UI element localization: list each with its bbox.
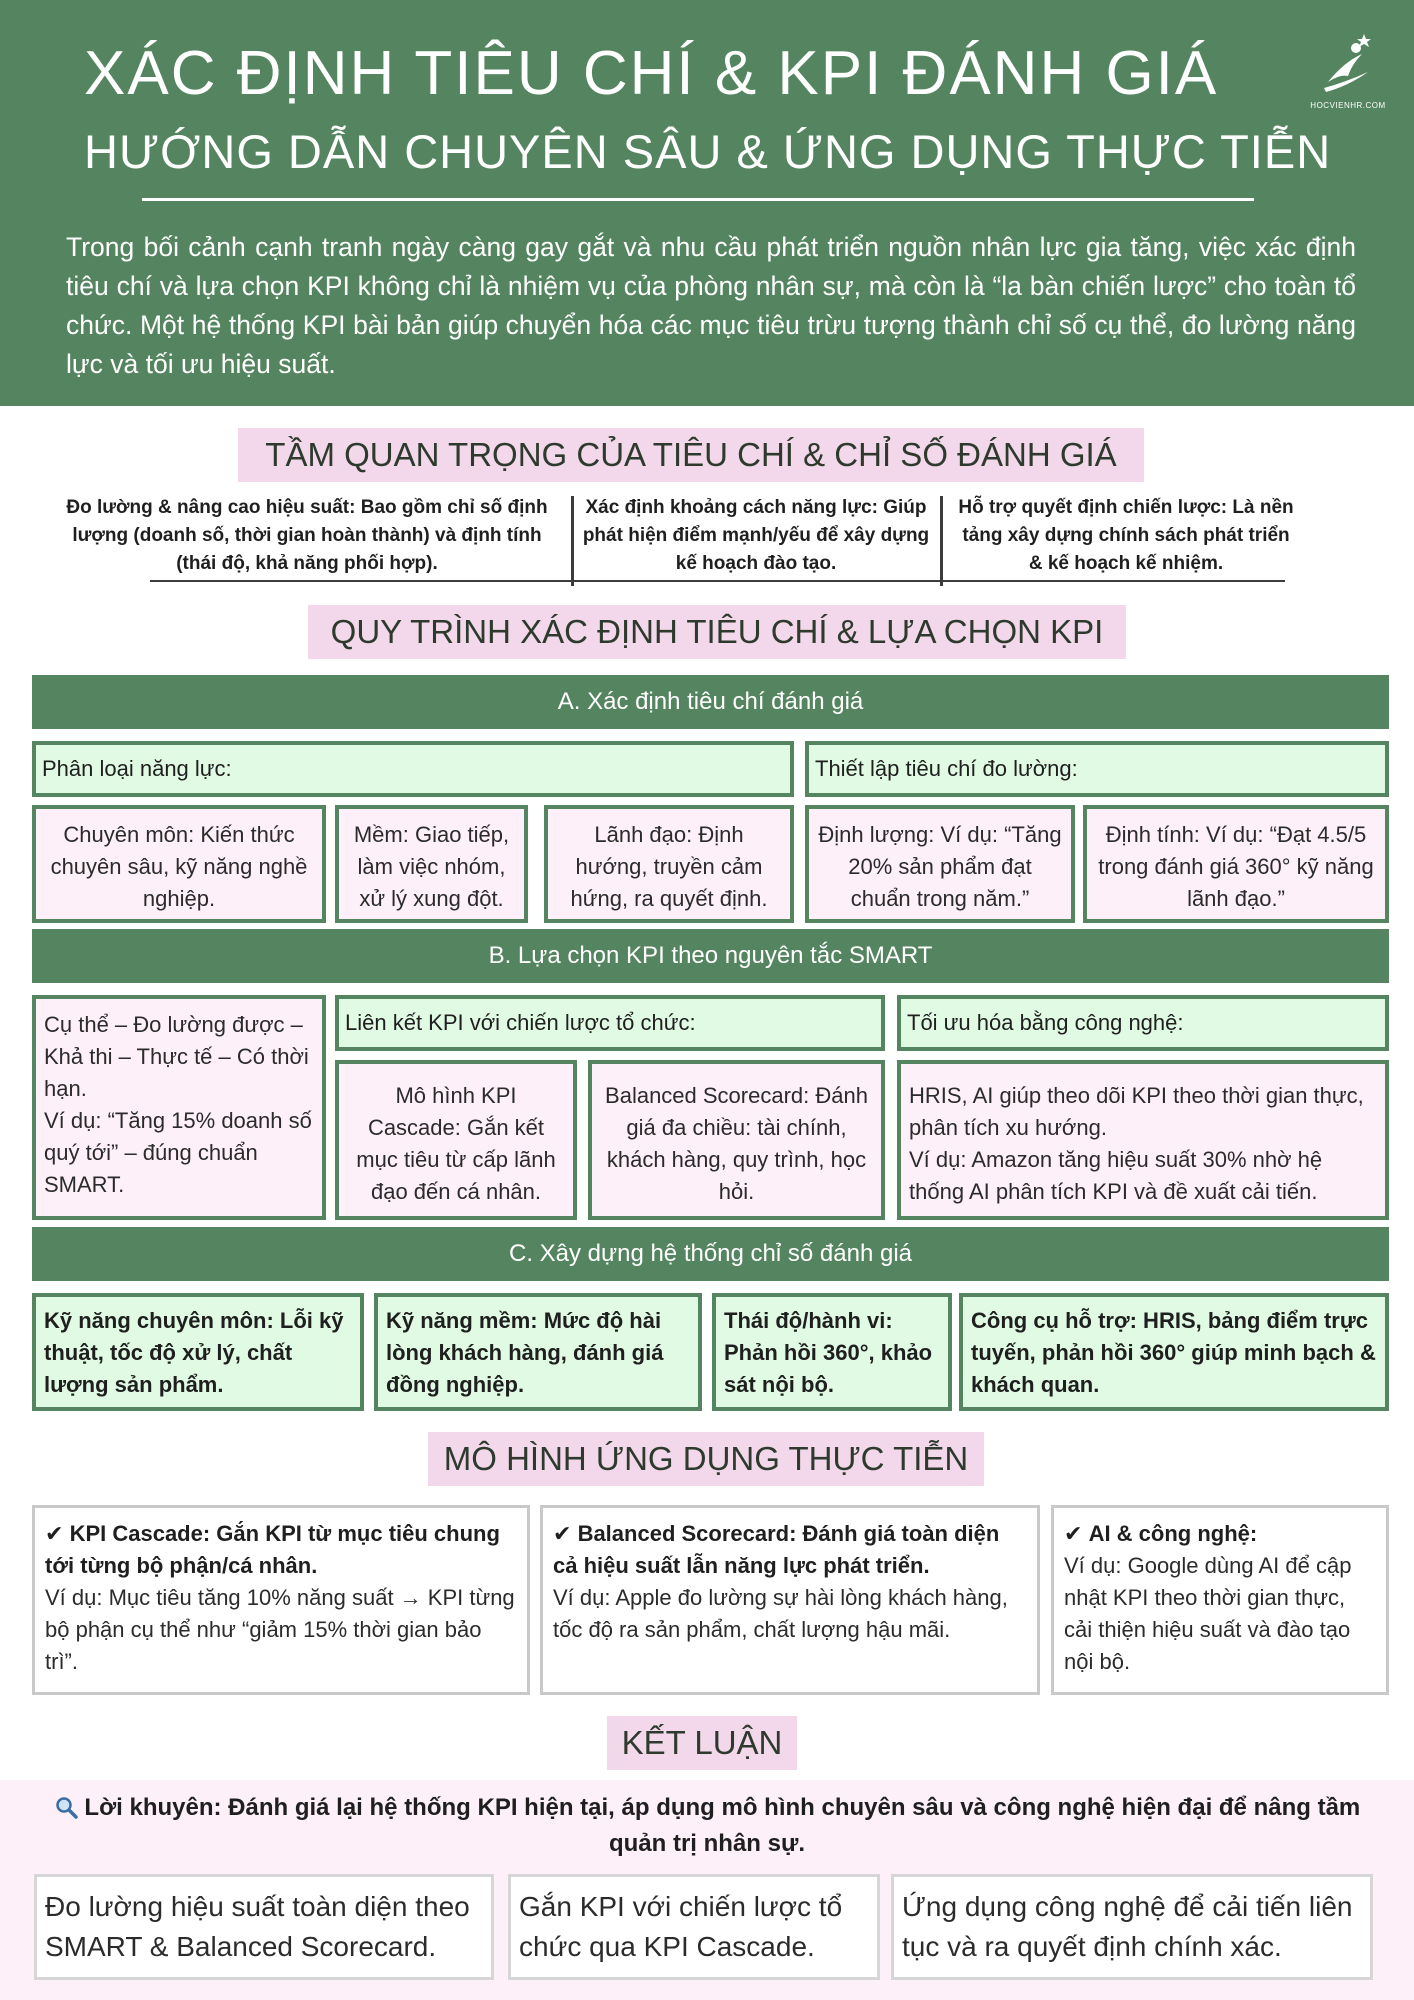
metric-technical-box: Kỹ năng chuyên môn: Lỗi kỹ thuật, tốc độ xử lý, chất lượng sản phẩm. <box>32 1293 364 1411</box>
balanced-scorecard-box: Balanced Scorecard: Đánh giá đa chiều: tài chính, khách hàng, quy trình, học hỏi. <box>588 1060 885 1220</box>
intro-paragraph: Trong bối cảnh cạnh tranh ngày càng gay gắt và nhu cầu phát triển nguồn nhân lực gia tăng, việc xác định tiêu chí và lựa chọn KPI không chỉ là nhiệm vụ của phòng nhân sự, mà còn là “la bàn chiến lược” cho toàn tổ chức. Một hệ thống KPI bài bản giúp chuyển hóa các mục tiêu trừu tượng thành chỉ số cụ thể, đo lường năng lực và tối ưu hiệu suất. <box>66 232 1356 379</box>
check-icon: ✔ <box>1064 1521 1083 1546</box>
model-example: Ví dụ: Apple đo lường sự hài lòng khách hàng, tốc độ ra sản phẩm, chất lượng hậu mãi. <box>553 1585 1008 1642</box>
competency-label: Phân loại năng lực: <box>32 741 794 797</box>
page-subtitle: HƯỚNG DẪN CHUYÊN SÂU & ỨNG DỤNG THỰC TIỄN <box>84 125 1332 178</box>
magnifier-icon <box>54 1790 78 1826</box>
models-heading: MÔ HÌNH ỨNG DỤNG THỰC TIỄN <box>428 1432 984 1486</box>
competency-expertise-box: Chuyên môn: Kiến thức chuyên sâu, kỹ năng nghề nghiệp. <box>32 805 326 923</box>
qualitative-criteria-box: Định tính: Ví dụ: “Đạt 4.5/5 trong đánh giá 360° kỹ năng lãnh đạo.” <box>1083 805 1389 923</box>
conclusion-box-smart: Đo lường hiệu suất toàn diện theo SMART & Balanced Scorecard. <box>34 1874 494 1980</box>
model-ai-technology <box>1051 1505 1389 1695</box>
importance-item-performance: Đo lường & nâng cao hiệu suất: Bao gồm chỉ số định lượng (doanh số, thời gian hoàn thành) và định tính (thái độ, khả năng phối hợp). <box>66 497 548 574</box>
importance-item-strategy: Hỗ trợ quyết định chiến lược: Là nền tảng xây dựng chính sách phát triển & kế hoạch kế nhiệm. <box>958 497 1294 574</box>
metric-tools-box: Công cụ hỗ trợ: HRIS, bảng điểm trực tuyến, phản hồi 360° giúp minh bạch & khách quan. <box>959 1293 1389 1411</box>
importance-heading: TẦM QUAN TRỌNG CỦA TIÊU CHÍ & CHỈ SỐ ĐÁNH GIÁ <box>238 428 1144 482</box>
model-title: Balanced Scorecard: Đánh giá toàn diện cả hiệu suất lẫn năng lực phát triển. <box>553 1521 1000 1578</box>
tech-example-box: HRIS, AI giúp theo dõi KPI theo thời gian thực, phân tích xu hướng. Ví dụ: Amazon tăng hiệu suất 30% nhờ hệ thống AI phân tích KPI và đề xuất cải tiến. <box>897 1060 1389 1220</box>
importance-item-gap: Xác định khoảng cách năng lực: Giúp phát hiện điểm mạnh/yếu để xây dựng kế hoạch đào tạo. <box>582 497 930 574</box>
quantitative-criteria-box: Định lượng: Ví dụ: “Tăng 20% sản phẩm đạt chuẩn trong năm.” <box>805 805 1075 923</box>
section-c-bar: C. Xây dựng hệ thống chỉ số đánh giá <box>32 1227 1389 1281</box>
model-example: Ví dụ: Google dùng AI để cập nhật KPI theo thời gian thực, cải thiện hiệu suất và đào tạo nội bộ. <box>1064 1553 1352 1674</box>
advice-text <box>40 1790 1374 1862</box>
check-icon: ✔ <box>45 1521 64 1546</box>
conclusion-box-cascade: Gắn KPI với chiến lược tổ chức qua KPI Cascade. <box>508 1874 880 1980</box>
competency-leadership-box: Lãnh đạo: Định hướng, truyền cảm hứng, ra quyết định. <box>544 805 794 923</box>
page-title: XÁC ĐỊNH TIÊU CHÍ & KPI ĐÁNH GIÁ <box>84 39 1219 108</box>
check-icon: ✔ <box>553 1521 572 1546</box>
model-kpi-cascade <box>32 1505 530 1695</box>
smart-box: Cụ thể – Đo lường được – Khả thi – Thực tế – Có thời hạn. Ví dụ: “Tăng 15% doanh số quý tới” – đúng chuẩn SMART. <box>32 995 326 1220</box>
competency-soft-box: Mềm: Giao tiếp, làm việc nhóm, xử lý xung đột. <box>335 805 528 923</box>
strategy-link-label: Liên kết KPI với chiến lược tổ chức: <box>335 995 885 1051</box>
title-divider <box>142 198 1254 201</box>
measurement-label: Thiết lập tiêu chí đo lường: <box>805 741 1389 797</box>
importance-separator <box>571 496 574 586</box>
section-b-bar: B. Lựa chọn KPI theo nguyên tắc SMART <box>32 929 1389 983</box>
metric-soft-skill-box: Kỹ năng mềm: Mức độ hài lòng khách hàng, đánh giá đồng nghiệp. <box>374 1293 702 1411</box>
header-banner <box>0 0 1414 406</box>
importance-underline <box>150 580 1285 582</box>
tech-optimize-label: Tối ưu hóa bằng công nghệ: <box>897 995 1389 1051</box>
process-heading: QUY TRÌNH XÁC ĐỊNH TIÊU CHÍ & LỰA CHỌN KPI <box>308 605 1126 659</box>
model-title: KPI Cascade: Gắn KPI từ mục tiêu chung tới từng bộ phận/cá nhân. <box>45 1521 500 1578</box>
conclusion-heading: KẾT LUẬN <box>607 1716 797 1770</box>
runner-logo-icon <box>1318 32 1378 94</box>
kpi-cascade-box: Mô hình KPI Cascade: Gắn kết mục tiêu từ cấp lãnh đạo đến cá nhân. <box>335 1060 577 1220</box>
importance-separator <box>940 496 943 586</box>
metric-attitude-box: Thái độ/hành vi: Phản hồi 360°, khảo sát nội bộ. <box>712 1293 952 1411</box>
model-title: AI & công nghệ: <box>1088 1521 1258 1546</box>
conclusion-box-technology: Ứng dụng công nghệ để cải tiến liên tục và ra quyết định chính xác. <box>891 1874 1373 1980</box>
model-example: Ví dụ: Mục tiêu tăng 10% năng suất → KPI từng bộ phận cụ thể như “giảm 15% thời gian bảo trì”. <box>45 1585 515 1674</box>
logo <box>1310 32 1386 112</box>
model-balanced-scorecard <box>540 1505 1040 1695</box>
logo-text: HOCVIENHR.COM <box>1310 101 1386 110</box>
advice-content: Lời khuyên: Đánh giá lại hệ thống KPI hiện tại, áp dụng mô hình chuyên sâu và công nghệ hiện đại để nâng tầm quản trị nhân sự. <box>84 1794 1361 1857</box>
section-a-bar: A. Xác định tiêu chí đánh giá <box>32 675 1389 729</box>
